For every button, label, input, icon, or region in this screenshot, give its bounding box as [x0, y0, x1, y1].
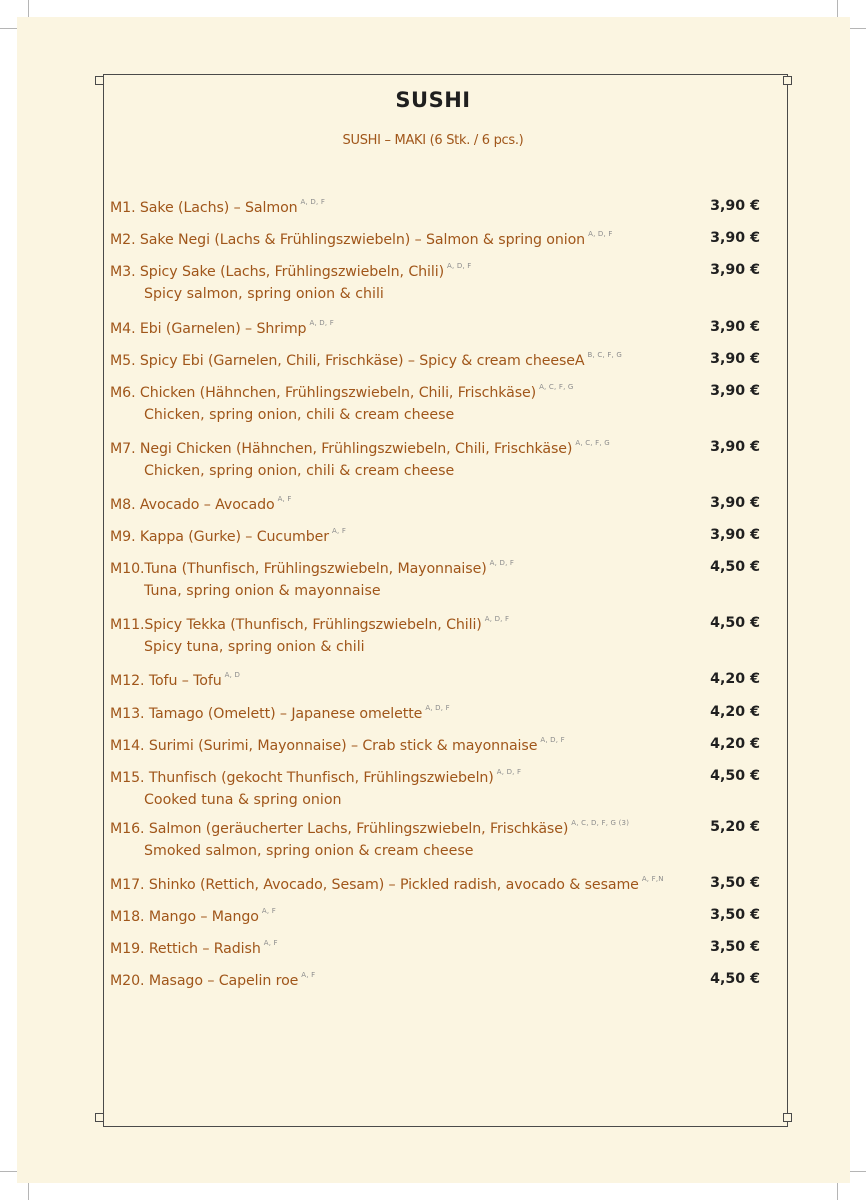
- menu-item-title: M20. Masago – Capelin roe: [110, 973, 299, 989]
- menu-item-description: Spicy tuna, spring onion & chili: [144, 639, 365, 655]
- allergen-codes: A, C, D, F, G (3): [571, 819, 630, 827]
- menu-item-title: M17. Shinko (Rettich, Avocado, Sesam) – Pickled radish, avocado & sesame: [110, 877, 639, 893]
- allergen-codes: A, D, F: [309, 319, 334, 327]
- menu-item-price: 3,50 €: [710, 907, 760, 923]
- menu-item-title: M1. Sake (Lachs) – Salmon: [110, 200, 298, 216]
- menu-item-title: M13. Tamago (Omelett) – Japanese omelette: [110, 706, 423, 722]
- crop-mark: [837, 0, 838, 17]
- allergen-codes: A, C, F, G: [539, 383, 574, 391]
- menu-item-name: [110, 875, 664, 893]
- frame-corner-ornament: [783, 76, 792, 85]
- menu-item-name: [110, 939, 278, 957]
- menu-item-price: 3,50 €: [710, 939, 760, 955]
- menu-item-price: 4,50 €: [710, 971, 760, 987]
- menu-item-description: Tuna, spring onion & mayonnaise: [144, 583, 381, 599]
- menu-item-title: M14. Surimi (Surimi, Mayonnaise) – Crab stick & mayonnaise: [110, 738, 538, 754]
- allergen-codes: A, D: [224, 671, 241, 679]
- menu-item-price: 3,90 €: [710, 351, 760, 367]
- crop-mark: [837, 1183, 838, 1200]
- menu-item-name: [110, 527, 346, 545]
- menu-item-name: [110, 495, 292, 513]
- crop-mark: [0, 28, 17, 29]
- menu-item-title: M2. Sake Negi (Lachs & Frühlingszwiebeln) – Salmon & spring onion: [110, 232, 586, 248]
- menu-item-title: M5. Spicy Ebi (Garnelen, Chili, Frischkäse) – Spicy & cream cheeseA: [110, 353, 585, 369]
- menu-item-price: 4,50 €: [710, 615, 760, 631]
- menu-item-price: 3,90 €: [710, 262, 760, 278]
- menu-item-name: [110, 262, 472, 280]
- menu-item-name: [110, 819, 629, 837]
- allergen-codes: A, F: [263, 939, 278, 947]
- allergen-codes: A, F: [301, 971, 316, 979]
- menu-item-name: [110, 971, 315, 989]
- menu-item-price: 3,90 €: [710, 383, 760, 399]
- allergen-codes: A, D, F: [489, 559, 515, 567]
- menu-item-title: M3. Spicy Sake (Lachs, Frühlingszwiebeln, Chili): [110, 264, 445, 280]
- frame-corner-ornament: [95, 1113, 104, 1122]
- allergen-codes: A, F: [261, 907, 276, 915]
- allergen-codes: A, F: [331, 527, 347, 535]
- menu-item-title: M16. Salmon (geräucherter Lachs, Frühlingszwiebeln, Frischkäse): [110, 821, 569, 837]
- menu-item-description: Cooked tuna & spring onion: [144, 792, 342, 808]
- menu-item-price: 3,90 €: [710, 319, 760, 335]
- menu-item-title: M11.Spicy Tekka (Thunfisch, Frühlingszwiebeln, Chili): [110, 617, 482, 633]
- menu-item-title: M4. Ebi (Garnelen) – Shrimp: [110, 321, 307, 337]
- allergen-codes: A, D, F: [588, 230, 613, 238]
- menu-item-price: 3,50 €: [710, 875, 760, 891]
- menu-item-price: 3,90 €: [710, 439, 760, 455]
- menu-item-name: [110, 615, 509, 633]
- allergen-codes: A, D, F: [540, 736, 565, 744]
- menu-item-title: M18. Mango – Mango: [110, 909, 259, 925]
- menu-item-title: M15. Thunfisch (gekocht Thunfisch, Frühlingszwiebeln): [110, 770, 494, 786]
- allergen-codes: A, D, F: [300, 198, 326, 206]
- menu-item-price: 3,90 €: [710, 527, 760, 543]
- menu-item-name: [110, 559, 514, 577]
- menu-item-title: M19. Rettich – Radish: [110, 941, 261, 957]
- menu-item-price: 4,50 €: [710, 768, 760, 784]
- menu-item-title: M10.Tuna (Thunfisch, Frühlingszwiebeln, Mayonnaise): [110, 561, 487, 577]
- menu-item-description: Smoked salmon, spring onion & cream cheese: [144, 843, 474, 859]
- menu-item-name: [110, 671, 240, 689]
- menu-item-name: [110, 736, 565, 754]
- menu-item-name: [110, 704, 450, 722]
- frame-corner-ornament: [783, 1113, 792, 1122]
- allergen-codes: A, D, F: [425, 704, 450, 712]
- menu-item-title: M7. Negi Chicken (Hähnchen, Frühlingszwiebeln, Chili, Frischkäse): [110, 441, 573, 457]
- crop-mark: [0, 1171, 17, 1172]
- crop-mark: [850, 28, 866, 29]
- allergen-codes: A, F,N: [641, 875, 664, 883]
- menu-item-name: [110, 198, 325, 216]
- menu-item-price: 3,90 €: [710, 230, 760, 246]
- menu-item-description: Chicken, spring onion, chili & cream cheese: [144, 463, 455, 479]
- menu-item-name: [110, 768, 521, 786]
- menu-item-title: M8. Avocado – Avocado: [110, 497, 275, 513]
- menu-item-name: [110, 383, 574, 401]
- allergen-codes: A, D, F: [447, 262, 472, 270]
- menu-item-name: [110, 439, 610, 457]
- menu-item-name: [110, 319, 334, 337]
- menu-item-price: 3,90 €: [710, 495, 760, 511]
- menu-item-title: M9. Kappa (Gurke) – Cucumber: [110, 529, 329, 545]
- section-subtitle: SUSHI – MAKI (6 Stk. / 6 pcs.): [342, 133, 524, 148]
- allergen-codes: A, C, F, G: [575, 439, 610, 447]
- menu-item-title: M6. Chicken (Hähnchen, Frühlingszwiebeln, Chili, Frischkäse): [110, 385, 537, 401]
- menu-item-price: 4,50 €: [710, 559, 760, 575]
- allergen-codes: A, D, F: [496, 768, 522, 776]
- allergen-codes: A, F: [277, 495, 292, 503]
- menu-item-price: 5,20 €: [710, 819, 760, 835]
- menu-item-price: 4,20 €: [710, 704, 760, 720]
- menu-item-name: [110, 907, 276, 925]
- menu-item-title: M12. Tofu – Tofu: [110, 673, 222, 689]
- allergen-codes: A, D, F: [484, 615, 510, 623]
- menu-item-price: 3,90 €: [710, 198, 760, 214]
- frame-corner-ornament: [95, 76, 104, 85]
- menu-item-name: [110, 351, 622, 369]
- menu-item-price: 4,20 €: [710, 671, 760, 687]
- menu-item-name: [110, 230, 613, 248]
- crop-mark: [28, 1183, 29, 1200]
- crop-mark: [850, 1171, 866, 1172]
- allergen-codes: B, C, F, G: [587, 351, 623, 359]
- crop-mark: [28, 0, 29, 17]
- menu-item-description: Spicy salmon, spring onion & chili: [144, 286, 384, 302]
- menu-item-price: 4,20 €: [710, 736, 760, 752]
- page-title: SUSHI: [395, 88, 471, 112]
- menu-item-description: Chicken, spring onion, chili & cream cheese: [144, 407, 455, 423]
